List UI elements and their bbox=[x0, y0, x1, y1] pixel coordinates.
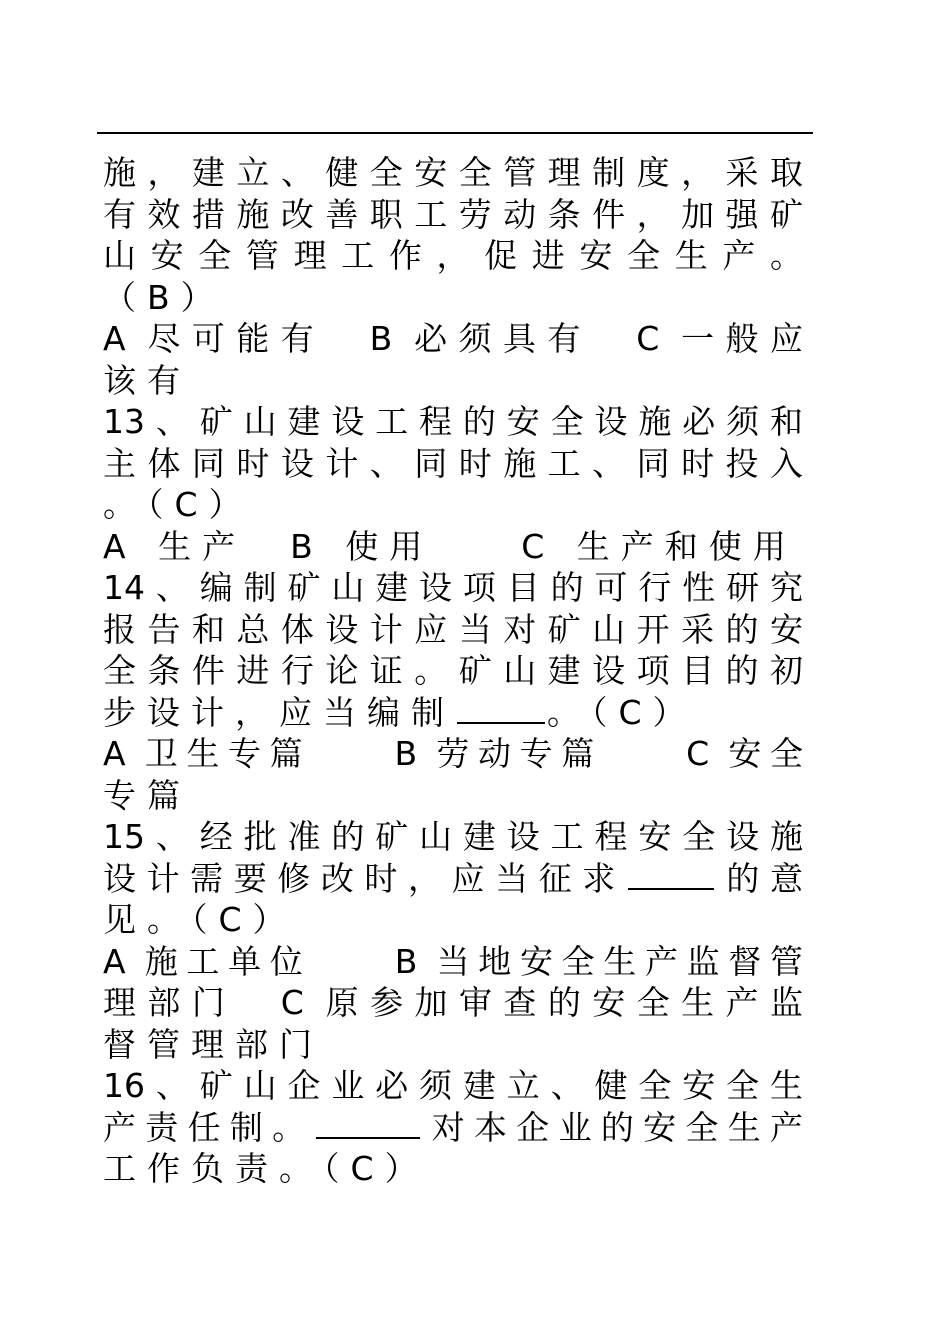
question-14-line: 报告和总体设计应当对矿山开采的安 bbox=[103, 609, 803, 649]
text-segment: 步设计，应当编制 bbox=[103, 692, 455, 732]
options-line: 督管理部门 bbox=[103, 1024, 323, 1064]
question-14-line bbox=[103, 692, 803, 734]
question-16-line: 16、矿山企业必须建立、健全安全生 bbox=[103, 1066, 803, 1105]
answer-line: 。（C） bbox=[103, 485, 253, 524]
text-segment: 的意 bbox=[715, 858, 804, 898]
answer-line: （B） bbox=[103, 277, 225, 317]
options-line: A 生产 B 使用 C 生产和使用 bbox=[103, 526, 797, 566]
question-15-line bbox=[103, 858, 803, 900]
fill-in-blank bbox=[316, 1107, 420, 1139]
answer-line: 见。（C） bbox=[103, 900, 297, 939]
options-line: A 施工单位 B 当地安全生产监督管 bbox=[103, 941, 803, 981]
fill-in-blank bbox=[457, 692, 545, 724]
options-line: 该有 bbox=[103, 360, 191, 400]
document-body bbox=[103, 152, 803, 1190]
question-16-line bbox=[103, 1107, 803, 1149]
text-segment: 设计需要修改时，应当征求 bbox=[103, 858, 626, 898]
question-13-line: 主体同时设计、同时施工、同时投入 bbox=[103, 443, 803, 483]
question-15-line: 15、经批准的矿山建设工程安全设施 bbox=[103, 817, 803, 856]
options-line: A 卫生专篇 B 劳动专篇 C 安全 bbox=[103, 734, 803, 773]
answer-line: 工作负责。（C） bbox=[103, 1149, 429, 1188]
text-line: 施，建立、健全安全管理制度，采取 bbox=[103, 153, 803, 192]
options-line: 理部门 C 原参加审查的安全生产监 bbox=[103, 983, 803, 1022]
header-rule bbox=[97, 132, 813, 134]
answer-text: 。（C） bbox=[547, 692, 697, 732]
fill-in-blank bbox=[628, 858, 714, 890]
text-line: 有效措施改善职工劳动条件，加强矿 bbox=[103, 194, 803, 234]
question-13-line: 13、矿山建设工程的安全设施必须和 bbox=[103, 402, 803, 441]
question-14-line: 全条件进行论证。矿山建设项目的初 bbox=[103, 651, 803, 690]
text-segment: 产责任制。 bbox=[103, 1107, 315, 1147]
options-line: 专篇 bbox=[103, 775, 191, 815]
text-line: 山安全管理工作，促进安全生产。 bbox=[103, 236, 803, 275]
text-segment: 对本企业的安全生产 bbox=[422, 1107, 804, 1147]
question-14-line: 14、编制矿山建设项目的可行性研究 bbox=[103, 568, 803, 607]
options-line: A 尽可能有 B 必须具有 C 一般应 bbox=[103, 319, 803, 358]
